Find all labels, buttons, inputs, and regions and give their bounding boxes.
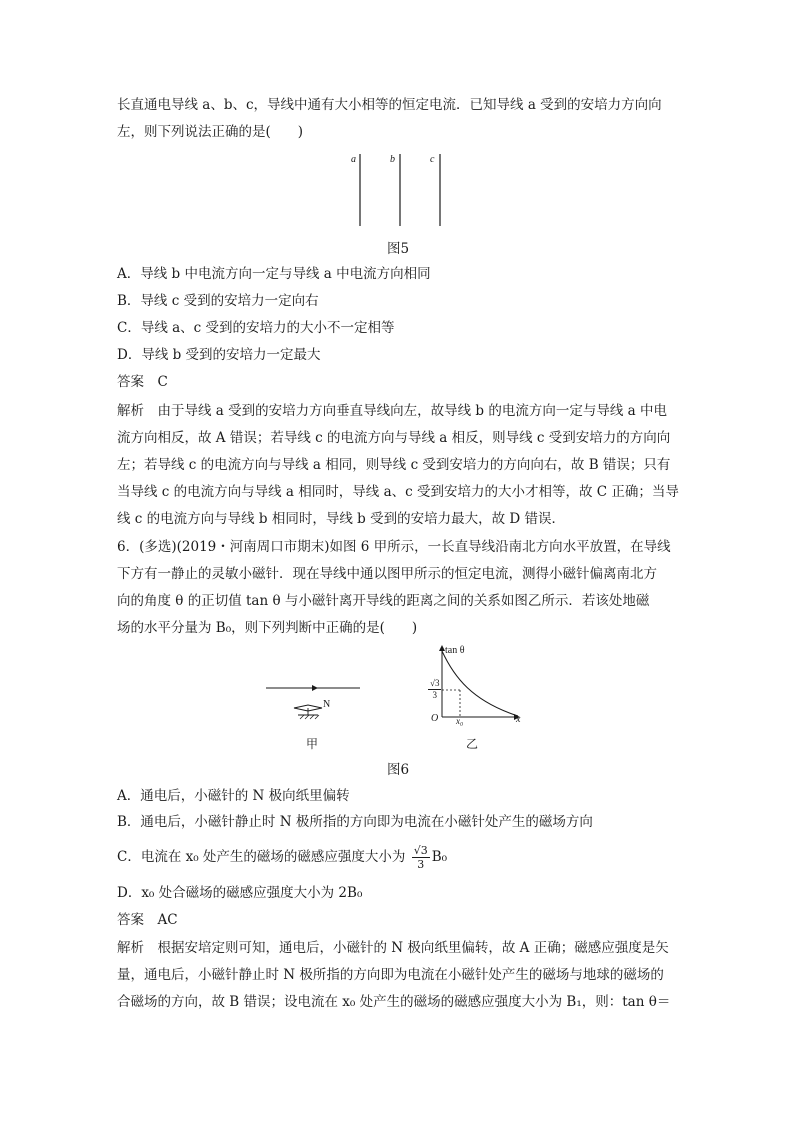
q6-stem-line-4: 场的水平分量为 B₀，则下列判断中正确的是( ) — [117, 620, 418, 636]
current-arrow-icon — [312, 685, 318, 691]
y-tick-fraction — [428, 678, 441, 701]
x-tick-label: x₀ — [456, 716, 464, 726]
q5-option-c: C．导线 a、c 受到的安培力的大小不一定相等 — [117, 320, 395, 336]
ground-hatch — [300, 715, 319, 719]
figure-6-yi-caption: 乙 — [465, 737, 478, 751]
figure-6-jia-caption: 甲 — [305, 737, 318, 751]
origin-label: O — [431, 713, 439, 724]
q5-analysis-line-5: 线 c 的电流方向与导线 b 相同时，导线 b 受到的安培力最大，故 D 错误． — [117, 511, 565, 527]
q6-analysis-line-2: 量，通电后，小磁针静止时 N 极所指的方向即为电流在小磁针处产生的磁场与地球的磁场的 — [117, 967, 664, 983]
needle-n-label: N — [323, 699, 331, 710]
wire-a-label: a — [351, 154, 356, 165]
q5-stem-line-1: 长直通电导线 a、b、c，导线中通有大小相等的恒定电流．已知导线 a 受到的安培力方向向 — [117, 97, 662, 113]
q5-option-a: A．导线 b 中电流方向一定与导线 a 中电流方向相同 — [117, 266, 431, 282]
q6-answer: 答案 AC — [117, 912, 178, 928]
q6-analysis-line-1: 解析 根据安培定则可知，通电后，小磁针的 N 极向纸里偏转，故 A 正确；磁感应强度是矢 — [117, 940, 669, 956]
y-tick-numerator: √3 — [430, 678, 440, 688]
q5-analysis-line-1: 解析 由于导线 a 受到的安培力方向垂直导线向左，故导线 b 的电流方向一定与导线 a 中电 — [117, 403, 667, 419]
figure-6-caption: 图6 — [386, 762, 410, 778]
q6-option-b: B．通电后，小磁针静止时 N 极所指的方向即为电流在小磁针处产生的磁场方向 — [117, 814, 593, 830]
q6-option-a: A．通电后，小磁针的 N 极向纸里偏转 — [117, 788, 350, 804]
y-tick-denominator: 3 — [432, 690, 437, 700]
q6-analysis-line-3: 合磁场的方向，故 B 错误；设电流在 x₀ 处产生的磁场的磁感应强度大小为 B₁，则：tan θ＝ — [117, 994, 671, 1010]
y-axis-label: tan θ — [445, 645, 465, 656]
q6-option-d: D．x₀ 处合磁场的磁感应强度大小为 2B₀ — [117, 885, 363, 901]
q5-option-b: B．导线 c 受到的安培力一定向右 — [117, 293, 319, 309]
q5-option-d: D．导线 b 受到的安培力一定最大 — [117, 347, 321, 363]
q6-option-c-suffix: B₀ — [431, 849, 448, 865]
q5-analysis-line-3: 左；若导线 c 的电流方向与导线 a 相同，则导线 c 受到安培力的方向向右，故 B 错误；只有 — [117, 457, 671, 473]
q5-answer: 答案 C — [117, 374, 168, 390]
q6-option-c-prefix: C．电流在 x₀ 处产生的磁场的磁感应强度大小为 — [117, 849, 406, 865]
q6-stem-line-3: 向的角度 θ 的正切值 tan θ 与小磁针离开导线的距离之间的关系如图乙所示．若该处地磁 — [117, 593, 650, 609]
q5-analysis-line-2: 流方向相反，故 A 错误；若导线 c 的电流方向与导线 a 相反，则导线 c 受到安培力的方向向 — [117, 430, 671, 446]
q6-stem-line-2: 下方有一静止的灵敏小磁针．现在导线中通以图甲所示的恒定电流，测得小磁针偏离南北方 — [117, 566, 657, 582]
figure-5-caption: 图5 — [386, 241, 410, 257]
x-axis-label: x — [516, 714, 521, 725]
q6-option-c — [117, 841, 447, 873]
wire-b-label: b — [390, 154, 395, 165]
q5-stem-line-2: 左，则下列说法正确的是( ) — [117, 124, 304, 140]
figure-5-wires — [340, 150, 460, 230]
figure-6-jia-wire-needle — [262, 675, 372, 725]
q6-stem-line-1: 6．(多选)(2019・河南周口市期末)如图 6 甲所示，一长直导线沿南北方向水平放置，在导线 — [117, 539, 671, 555]
option-c-denominator: 3 — [417, 858, 425, 871]
option-c-fraction — [412, 844, 430, 871]
tan-theta-curve — [442, 651, 518, 716]
wire-c-label: c — [430, 154, 435, 165]
option-c-numerator: √3 — [413, 844, 428, 857]
q5-analysis-line-4: 当导线 c 的电流方向与导线 a 相同时，导线 a、c 受到安培力的大小才相等，故 C 正确；当导 — [117, 484, 679, 500]
